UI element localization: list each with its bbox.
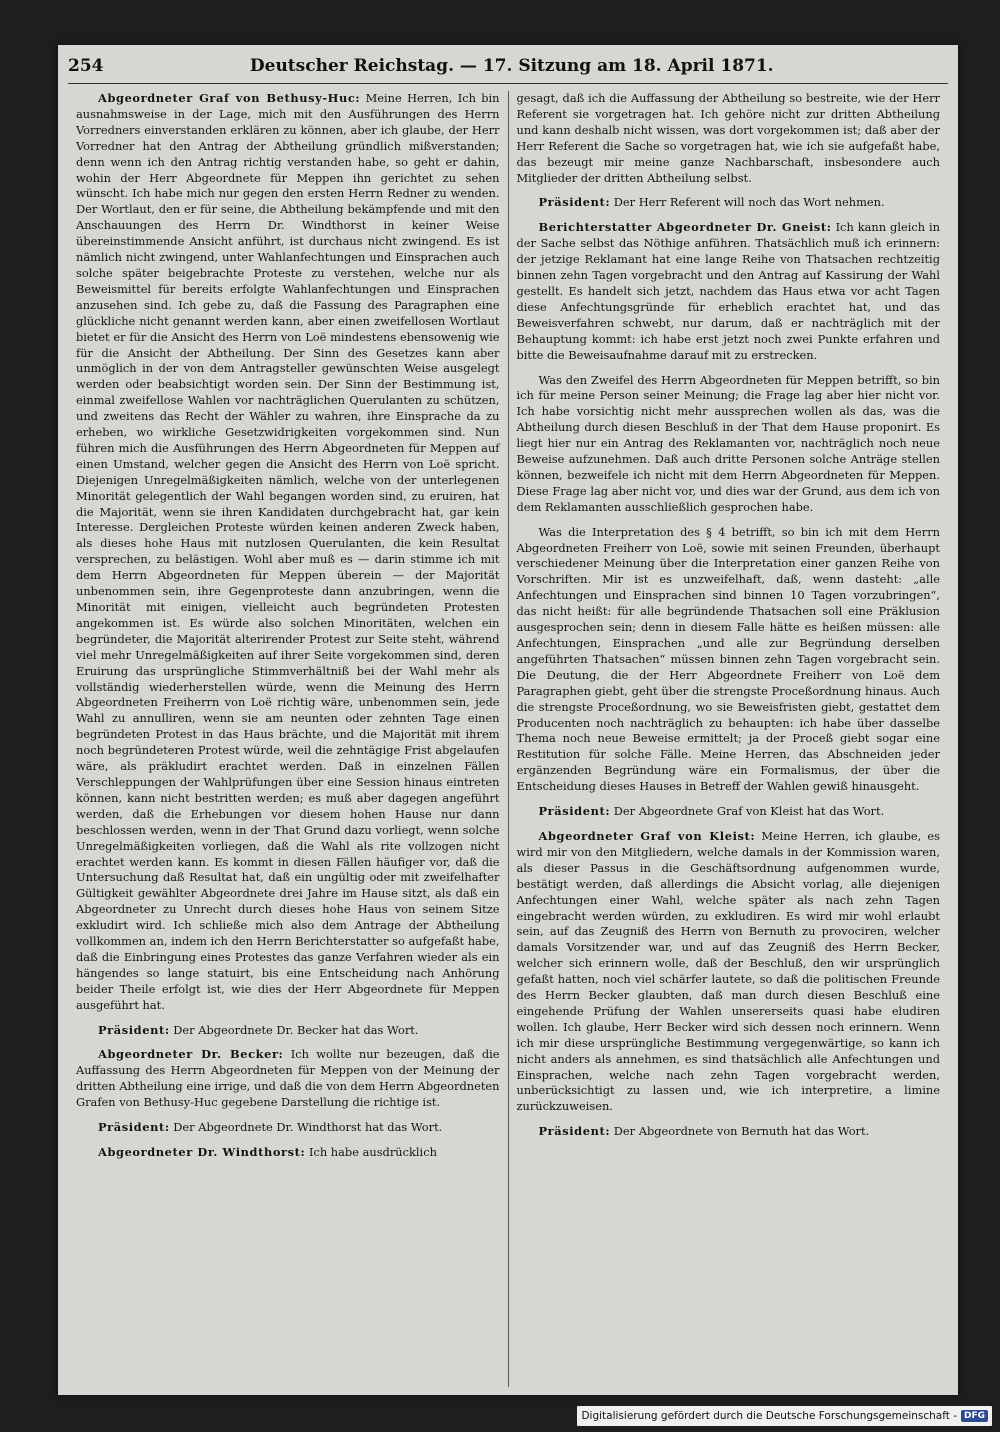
paragraph — [517, 829, 941, 1115]
paragraph-text: Ich kann gleich in der Sache selbst das Nöthige anführen. Thatsächlich muß ich erinnern: der jetzige Reklamant hat eine lange Reihe von Thatsachen rechtzeitig binnen zehn Tagen vorgebracht und den Antrag auf Kassirung der Wahl gestellt. Es handelt sich jetzt, nachdem das Haus etwa vor acht Tagen diese Anfechtungsgründe für erheblich erachtet hat, und das Beweisverfahren schwebt, nur darum, daß er nachträglich mit der Behauptung kommt: ich habe erst jetzt noch zwei Punkte erfahren und bitte die Beweisaufnahme darauf mit zu erstrecken. — [516, 220, 940, 362]
paragraph — [517, 195, 941, 211]
paragraph — [517, 373, 941, 516]
paragraph — [517, 91, 941, 186]
paragraph-text: Der Abgeordnete Graf von Kleist hat das Wort. — [613, 804, 885, 819]
paragraph-text: Der Abgeordnete Dr. Windthorst hat das Wort. — [173, 1120, 443, 1135]
document-page — [58, 45, 958, 1395]
paragraph — [517, 525, 941, 795]
speaker-label: Präsident: — [98, 1120, 170, 1135]
speaker-label: Abgeordneter Dr. Windthorst: — [98, 1145, 306, 1159]
paragraph-text: Der Herr Referent will noch das Wort nehmen. — [613, 195, 885, 210]
paragraph-text: Ich wollte nur bezeugen, daß die Auffassung des Herrn Abgeordneten für Meppen von der Meinung der dritten Abtheilung eine irrige, und daß die von dem Herrn Abgeordneten Grafen von Bethusy-Huc gegebene Darstellung die richtige ist. — [76, 1047, 500, 1110]
paragraph — [76, 1145, 500, 1161]
speaker-label: Präsident: — [98, 1022, 170, 1037]
paragraph-text: Der Abgeordnete von Bernuth hat das Wort. — [613, 1124, 870, 1139]
right-column — [508, 91, 949, 1387]
dfg-logo: DFG — [961, 1410, 988, 1422]
paragraph-text: Der Abgeordnete Dr. Becker hat das Wort. — [173, 1022, 419, 1037]
paragraph — [76, 1023, 500, 1039]
paragraph — [517, 220, 941, 363]
page-number: 254 — [68, 56, 104, 76]
speaker-label: Abgeordneter Graf von Kleist: — [538, 828, 756, 843]
text-columns — [68, 91, 948, 1387]
paragraph — [76, 1120, 500, 1136]
speaker-label: Präsident: — [538, 1124, 611, 1139]
speaker-label: Abgeordneter Dr. Becker: — [98, 1047, 284, 1062]
paragraph-text: Meine Herren, Ich bin ausnahmsweise in der Lage, mich mit den Ausführungen des Herrn Vorredners einverstanden erklären zu können, aber ich glaube, der Herr Vorredner hat den Antrag der Abtheilung gründlich mißverstanden; denn wenn ich den Antrag richtig verstanden habe, so geht er dahin, wohin der Herr Abgeordnete für Meppen ihn gerichtet zu sehen wünscht. Ich habe mich nur gegen den ersten Herrn Redner zu wenden. Der Wortlaut, den er für seine, die Abtheilung bekämpfende und mit den Anschauungen des Herrn Dr. Windthorst in keiner Weise übereinstimmende Ansicht anführt, ist durchaus nicht zwingend. Es ist nämlich nicht zwingend, unter Wahlanfechtungen und Einsprachen auch solche später beigebrachte Proteste zu verstehen, welche nur als Beweismittel für bereits erfolgte Wahlanfechtungen und Einsprachen anzusehen sind. Ich gebe zu, daß die Fassung des Paragraphen eine glückliche nicht genannt werden kann, aber einen zweifellosen Wortlaut bietet er für die Ansicht des Herrn von Loë mindestens ebensowenig wie für die Ansicht der Abtheilung. Der Sinn des Gesetzes kann aber unmöglich in der von dem Antragsteller gewünschten Weise ausgelegt werden oder beabsichtigt worden sein. Der Sinn der Bestimmung ist, einmal zweifellose Wahlen vor nachträglichen Querulanten zu schützen, und zweitens das Recht der Wähler zu wahren, ihre Einsprache da zu erheben, wo wirkliche Gesetzwidrigkeiten vorgekommen sind. Nun führen mich die Ausführungen des Herrn Abgeordneten für Meppen auf einen Umstand, welcher gegen die Ansicht des Herrn von Loë spricht. Diejenigen Unregelmäßigkeiten nämlich, welche von der unterlegenen Minorität gelegentlich der Wahl begangen worden sind, zu eruiren, hat die Majorität, wenn sie ihren Kandidaten durchgebracht hat, gar kein Interesse. Dergleichen Proteste würden keinen anderen Zweck haben, als dieses hohe Haus mit nutzlosen Querulanten, die kein Resultat versprechen, zu belästigen. Wohl aber muß es — darin stimme ich mit dem Herrn Abgeordneten für Meppen überein — der Majorität unbenommen sein, ihre Gegenproteste dann anzubringen, wenn die Minorität mit einigen, vielleicht auch begründeten Protesten angekommen ist. Es würde also solchen Minoritäten, welchen ein begründeter, die Majorität alterirender Protest zur Seite steht, während viel mehr Unregelmäßigkeiten auf ihrer Seite vorgekommen sind, deren Eruirung das ursprüngliche Stimmverhältniß bei der Wahl mehr als vollständig wiederherstellen würde, wenn die Meinung des Herrn Abgeordneten Freiherrn von Loë richtig wäre, unbenommen sein, jede Wahl zu annulliren, wenn sie am neunten oder zehnten Tage einen begründeten Protest in das Haus brächte, und die Majorität mit ihrem noch begründeteren Protest würde, weil die zehntägige Frist abgelaufen wäre, als präkludirt erachtet werden. Daß in einzelnen Fällen Verschleppungen der Wahlprüfungen über eine Session hinaus eintreten können, kann nicht bestritten werden; es muß aber dagegen angeführt werden, daß die Erhebungen vor diesem hohen Hause nur dann beschlossen werden, wenn in der That Grund dazu vorliegt, wenn solche Unregelmäßigkeiten vorliegen, daß die Wahl als rite vollzogen nicht erachtet werden kann. Es kommt in diesen Fällen häufiger vor, daß die Untersuchung daß Resultat hat, daß ein ungültig oder mit zweifelhafter Gültigkeit gewählter Abgeordnete drei Jahre im Hause sitzt, als daß ein Abgeordneter zu Unrecht durch dieses hohe Haus von seinem Sitze exkludirt wird. Ich schließe mich also dem Antrage der Abtheilung vollkommen an, indem ich den Herrn Berichterstatter so aufgefaßt habe, daß die Einbringung eines Protestes das ganze Verfahren wieder als ein hängendes so lange statuirt, bis eine Entscheidung nach Anhörung beider Theile erfolgt ist, wie dies der Herr Abgeordnete für Meppen ausgeführt hat. — [76, 91, 500, 1012]
paragraph — [517, 1124, 941, 1140]
speaker-label: Präsident: — [538, 804, 611, 819]
paragraph — [76, 91, 500, 1014]
paragraph — [76, 1047, 500, 1111]
paragraph-text: Was den Zweifel des Herrn Abgeordneten für Meppen betrifft, so bin ich für meine Person seiner Meinung; die Frage lag aber hier nicht vor. Ich habe vorsichtig nicht mehr aussprechen wollen als das, was die Abtheilung durch diesen Beschluß in der That dem Hause proponirt. Es liegt hier nur ein Antrag des Reklamanten vor, nachträglich noch neue Beweise aufzunehmen. Daß auch dritte Personen solche Anträge stellen können, bezweifele ich nicht mit dem Herrn Abgeordneten für Meppen. Diese Frage lag aber nicht vor, und dies war der Grund, aus dem ich von dem Reklamanten ausschließlich gesprochen habe. — [516, 372, 940, 514]
footer-credit — [577, 1406, 992, 1426]
footer-text: Digitalisierung gefördert durch die Deutsche Forschungsgemeinschaft - — [581, 1410, 957, 1422]
paragraph-text: Was die Interpretation des § 4 betrifft, so bin ich mit dem Herrn Abgeordneten Freiherr von Loë, sowie mit seinen Freunden, überhaupt verschiedener Meinung über die Interpretation einer ganzen Reihe von Vorschriften. Mir ist es unzweifelhaft, daß, wenn dasteht: „alle Anfechtungen und Einsprachen sind binnen 10 Tagen vorzubringen“, das nicht heißt: für alle begründende Thatsachen soll eine Präklusion ausgesprochen sein; denn in diesem Falle hätte es heißen müssen: alle Anfechtungen, Einsprachen „und alle zur Begründung derselben angeführten Thatsachen“ müssen binnen zehn Tagen vorgebracht sein. Die Deutung, die der Herr Abgeordnete Freiherr von Loë dem Paragraphen giebt, geht über die strengste Proceßordnung hinaus. Auch die strengste Proceßordnung, wo sie Beweisfristen giebt, gestattet dem Producenten noch nachträglich zu behaupten: ich habe über dasselbe Thema noch neue Beweise ermittelt; ja der Proceß giebt sogar eine Restitution für solche Fälle. Meine Herren, das Abschneiden jeder ergänzenden Begründung wäre ein Formalismus, der über die Entscheidung dieses Hauses in Betreff der Wahlen gewiß hinausgeht. — [516, 524, 940, 794]
speaker-label: Präsident: — [538, 195, 611, 210]
paragraph-text: Meine Herren, ich glaube, es wird mir von den Mitgliedern, welche damals in der Kommission waren, als dieser Passus in die Geschäftsordnung aufgenommen wurde, bestätigt werden, daß allerdings die Absicht vorlag, alle diejenigen Anfechtungen einer Wahl, welche später als nach zehn Tagen eingebracht werden würden, zu exkludiren. Es wird mir wohl erlaubt sein, auf das Zeugniß des Herrn von Bernuth zu provociren, welcher damals Vorsitzender war, und auf das Zeugniß des Herrn Becker, welcher sich erinnern wolle, daß der Beschluß, den wir ursprünglich gefaßt hatten, noch viel schärfer lautete, so daß die politischen Freunde des Herrn Becker glaubten, daß man durch diesen Beschluß eine eingehende Prüfung der Wahlen unsererseits quasi habe eludiren wollen. Ich glaube, Herr Becker wird sich dessen noch erinnern. Wenn ich mir diese ursprüngliche Bestimmung vergegenwärtige, so kann ich nicht anders als annehmen, es sind thatsächlich alle Anfechtungen und Einsprachen, welche nach zehn Tagen vorgebracht werden, unberücksichtigt zu lassen und, wie ich interpretire, a limine zurückzuweisen. — [516, 828, 940, 1114]
page-header — [68, 51, 948, 84]
left-column — [68, 91, 508, 1387]
speaker-label: Abgeordneter Graf von Bethusy-Huc: — [98, 91, 361, 105]
speaker-label: Berichterstatter Abgeordneter Dr. Gneist: — [538, 220, 832, 235]
paragraph-text: Ich habe ausdrücklich — [308, 1145, 437, 1159]
running-title: Deutscher Reichstag. — 17. Sitzung am 18. April 1871. — [249, 56, 774, 76]
paragraph-text: gesagt, daß ich die Auffassung der Abtheilung so bestreite, wie der Herr Referent sie vorgetragen hat. Ich gehöre nicht zur dritten Abtheilung und kann deshalb nicht wissen, was dort vorgekommen ist; daß aber der Herr Referent die Sache so vorgetragen hat, wie ich sie aufgefaßt habe, das bezeugt mir meine ganze Nachbarschaft, insbesondere auch Mitglieder der dritten Abtheilung selbst. — [516, 91, 940, 185]
paragraph — [517, 804, 941, 820]
